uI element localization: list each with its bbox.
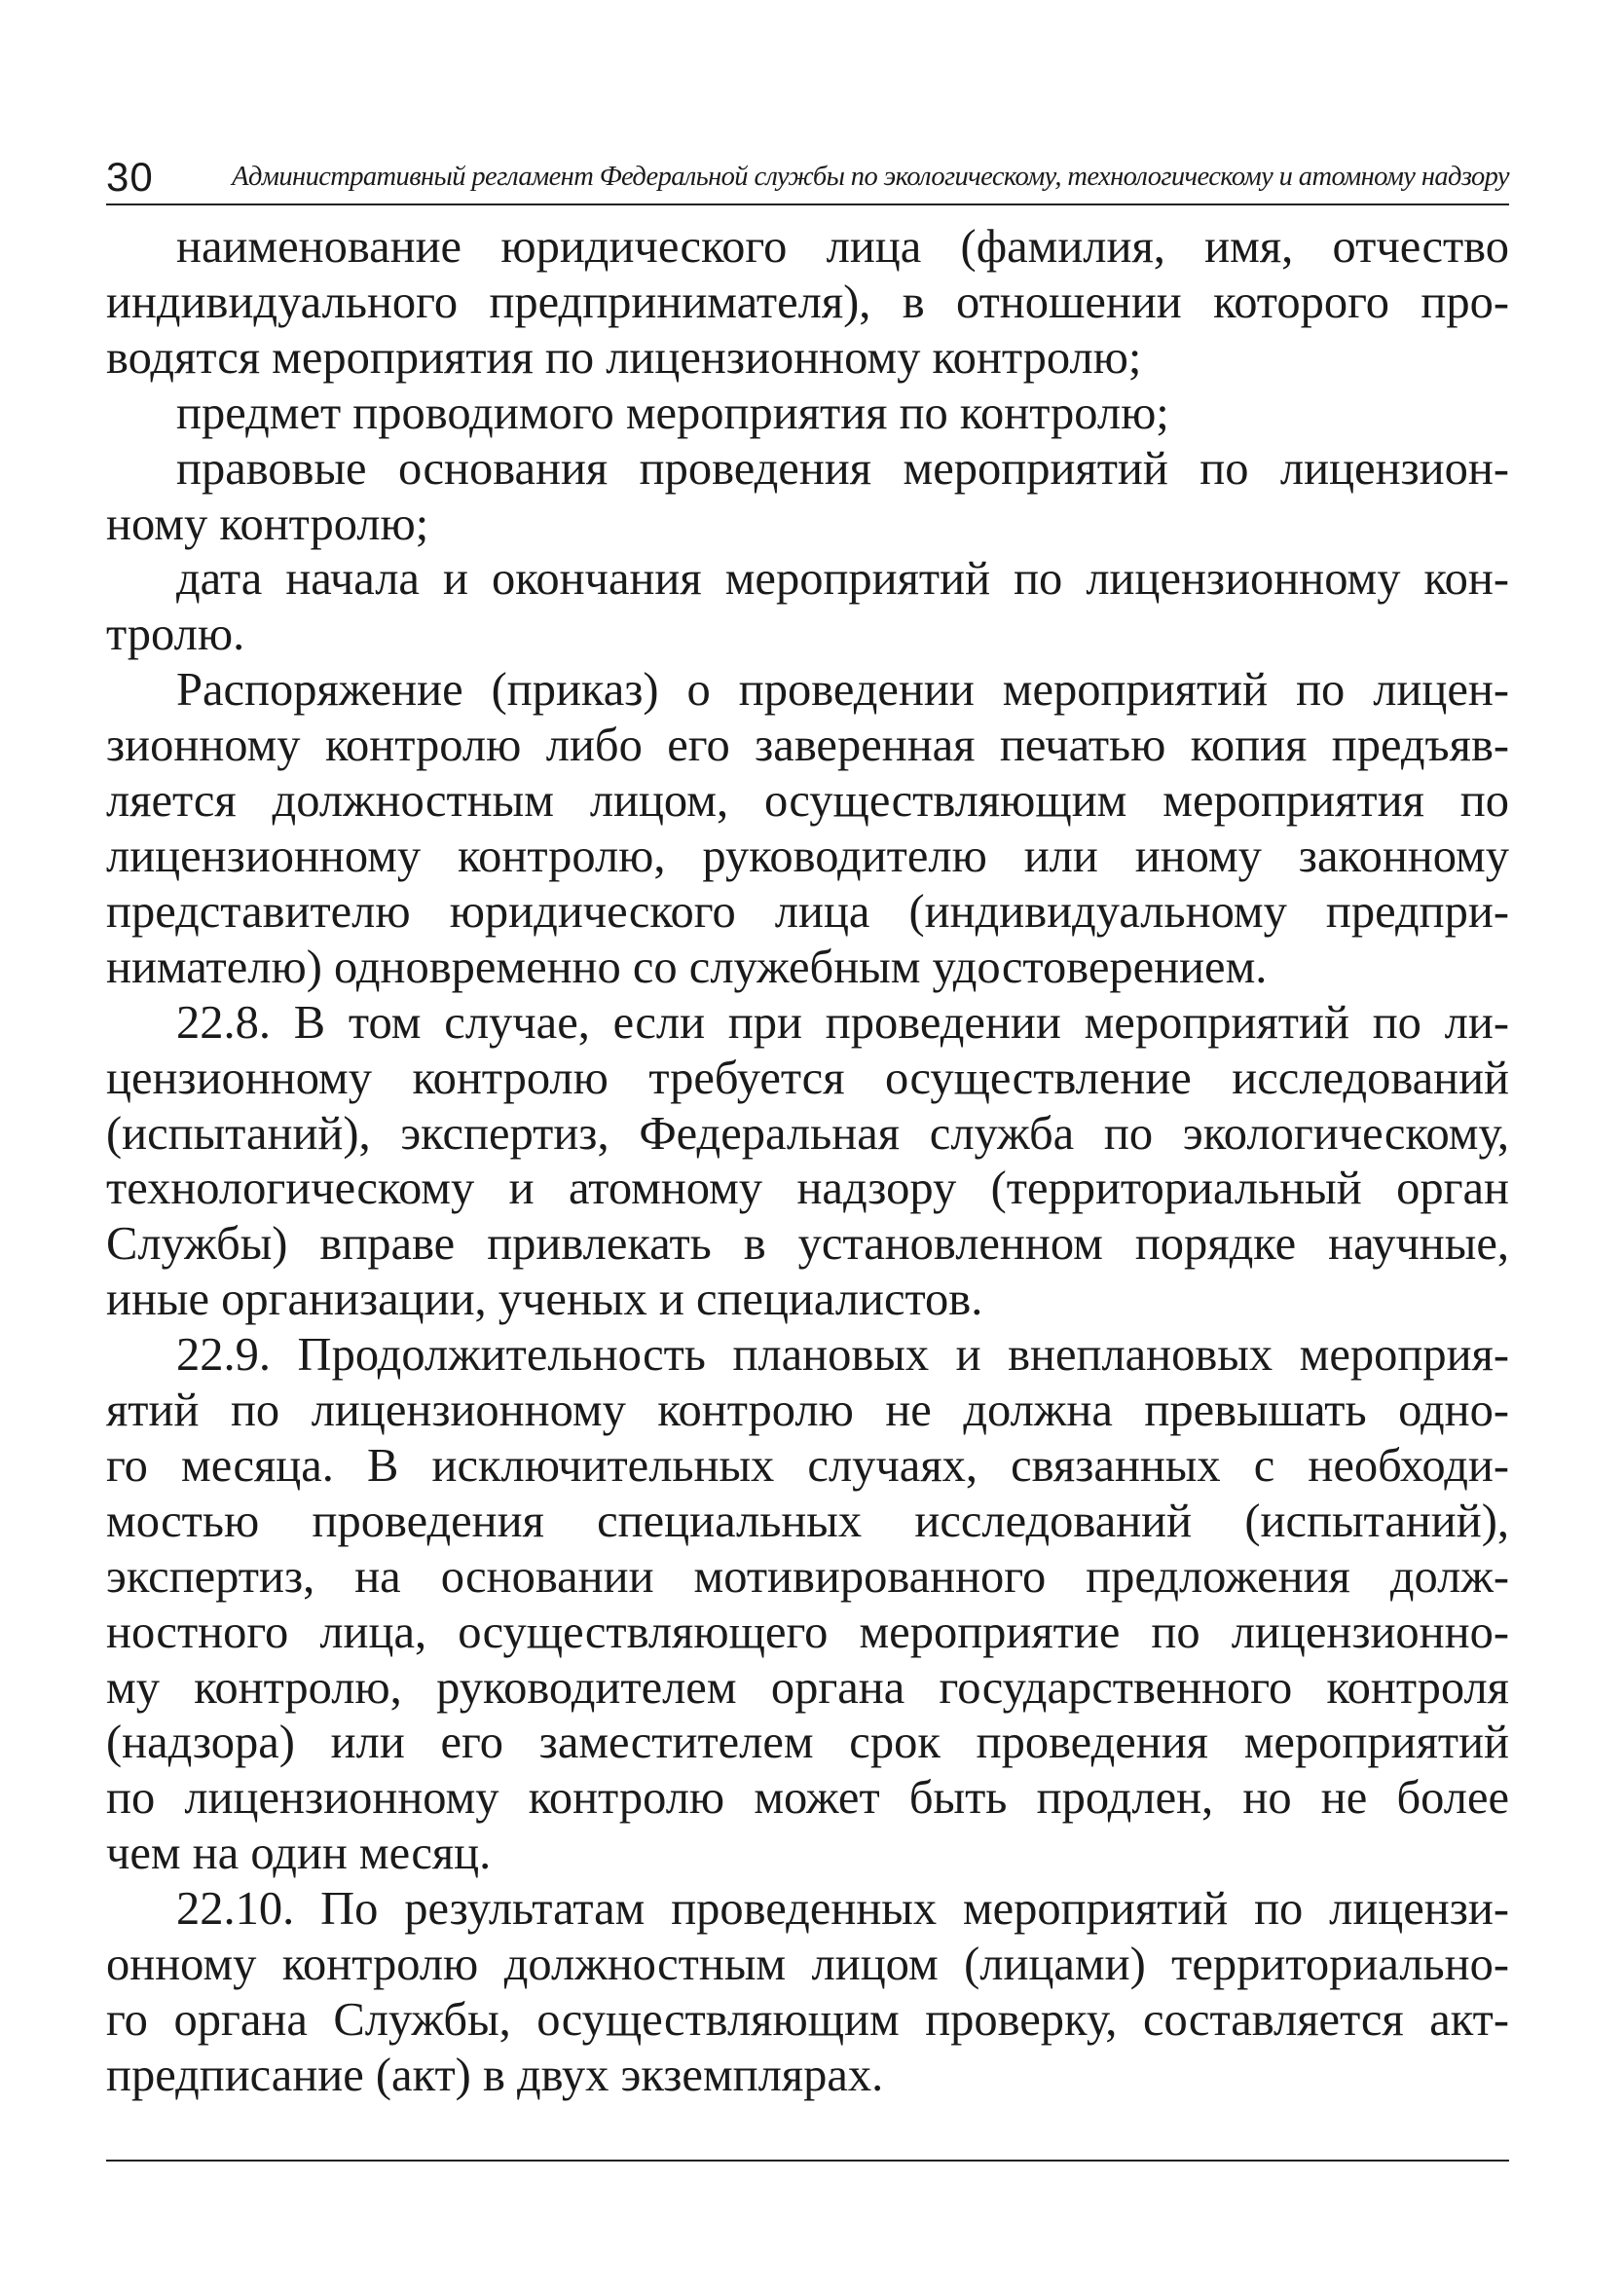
text-line: онному контролю должностным лицом (лицами) территориально- (106, 1939, 1509, 1991)
text-line: Распоряжение (приказ) о проведении мероприятий по лицен- (176, 664, 1509, 717)
running-title: Административный регламент Федеральной службы по экологическому, технологическому и атомному надзору (232, 162, 1509, 192)
text-line: представителю юридического лица (индивидуальному предпри- (106, 885, 1509, 938)
text-line: нимателю) одновременно со служебным удостоверением. (106, 941, 1268, 993)
text-line: предмет проводимого мероприятия по контролю; (176, 387, 1169, 439)
text-line: 22.8. В том случае, если при проведении мероприятий по ли- (176, 996, 1509, 1049)
text-line: го органа Службы, осуществляющим проверку, составляется акт- (106, 1994, 1509, 2046)
text-line: лицензионному контролю, руководителю или иному законному (106, 830, 1509, 882)
text-line: технологическому и атомному надзору (территориальный орган (106, 1163, 1509, 1215)
page-number: 30 (106, 154, 154, 200)
text-line: экспертиз, на основании мотивированного предложения долж- (106, 1550, 1509, 1603)
text-line: ному контролю; (106, 498, 429, 550)
page-header (106, 152, 1509, 203)
text-line: наименование юридического лица (фамилия, имя, отчество (176, 221, 1509, 273)
body-text (106, 220, 1509, 2104)
text-line: чем на один месяц. (106, 1828, 492, 1880)
text-line: 22.9. Продолжительность плановых и внеплановых мероприя- (176, 1329, 1509, 1382)
text-line: ностного лица, осуществляющего мероприятие по лицензионно- (106, 1606, 1509, 1658)
footer-rule (106, 2160, 1509, 2162)
text-line: водятся мероприятия по лицензионному контролю; (106, 331, 1142, 384)
text-line: му контролю, руководителем органа государственного контроля (106, 1661, 1509, 1714)
text-line: го месяца. В исключительных случаях, связанных с необходи- (106, 1439, 1509, 1492)
text-line: Службы) вправе привлекать в установленном порядке научные, (106, 1218, 1509, 1271)
text-line: мостью проведения специальных исследований (испытаний), (106, 1495, 1509, 1547)
text-line: ятий по лицензионному контролю не должна превышать одно- (106, 1385, 1509, 1437)
text-line: 22.10. По результатам проведенных мероприятий по лицензи- (176, 1883, 1509, 1936)
text-line: предписание (акт) в двух экземплярах. (106, 2049, 884, 2101)
text-line: индивидуального предпринимателя), в отношении которого про- (106, 276, 1509, 328)
text-line: по лицензионному контролю может быть продлен, но не более (106, 1772, 1509, 1825)
header-rule (106, 203, 1509, 205)
text-line: дата начала и окончания мероприятий по лицензионному кон- (176, 553, 1509, 606)
text-line: тролю. (106, 609, 245, 661)
text-line: цензионному контролю требуется осуществление исследований (106, 1052, 1509, 1104)
text-line: ляется должностным лицом, осуществляющим мероприятия по (106, 775, 1509, 828)
text-line: (испытаний), экспертиз, Федеральная служба по экологическому, (106, 1107, 1509, 1160)
text-line: иные организации, ученых и специалистов. (106, 1274, 983, 1326)
text-line: правовые основания проведения мероприятий по лицензион- (176, 442, 1509, 495)
text-line: (надзора) или его заместителем срок проведения мероприятий (106, 1717, 1509, 1769)
text-line: зионному контролю либо его заверенная печатью копия предъяв- (106, 720, 1509, 772)
